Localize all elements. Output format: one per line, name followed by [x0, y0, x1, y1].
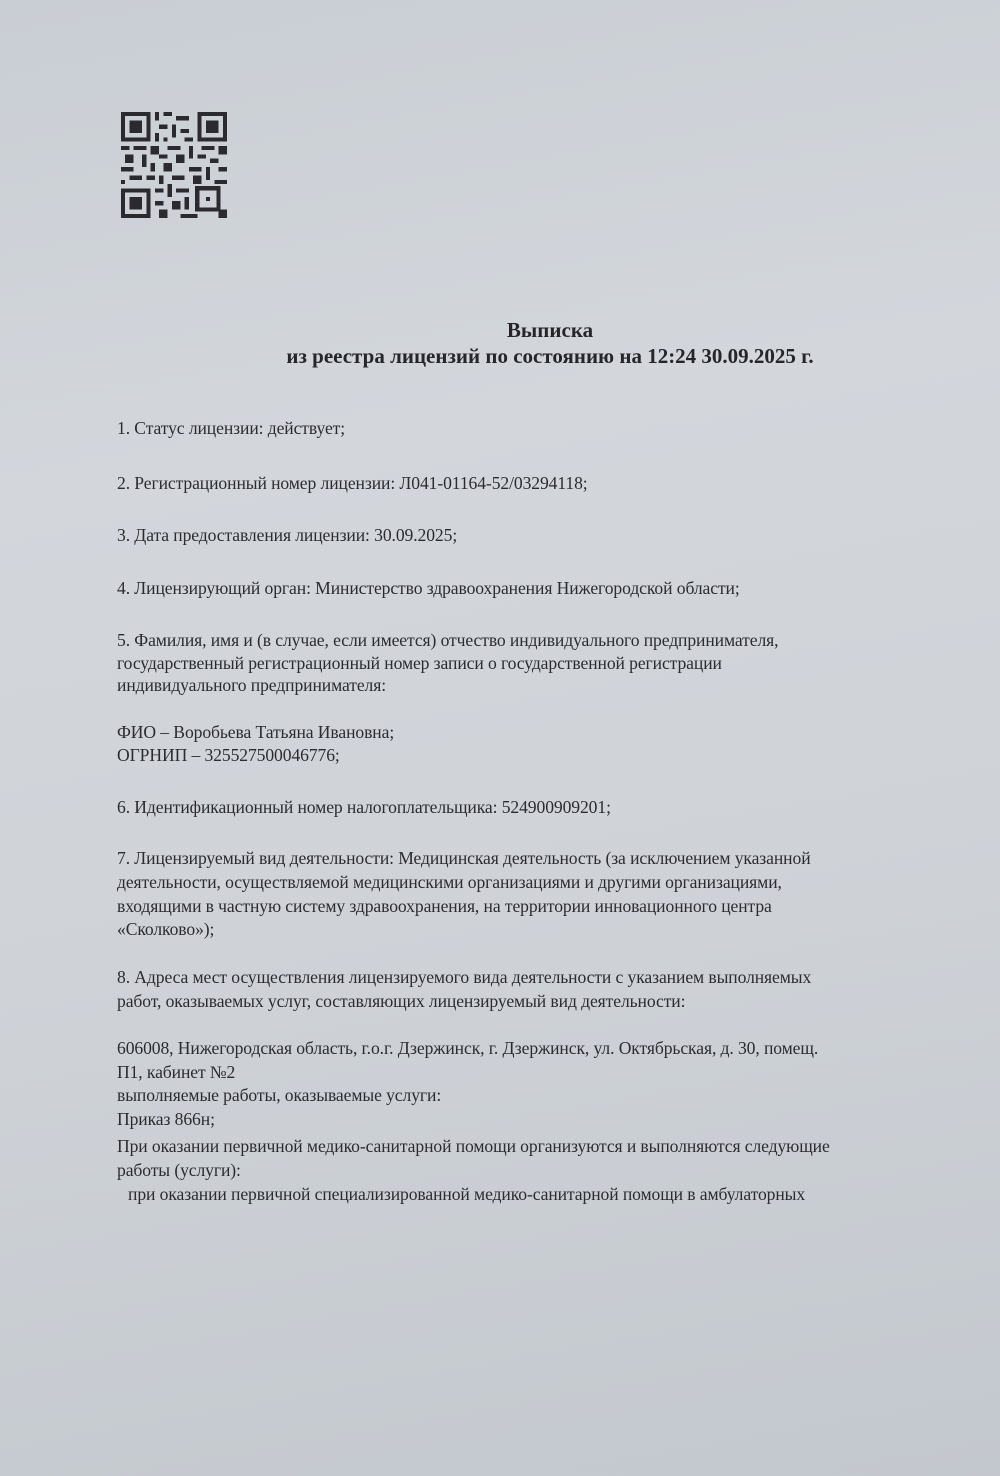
- addresses-heading-line: 8. Адреса мест осуществления лицензируемого вида деятельности с указанием выполняемых: [117, 967, 812, 987]
- holder-heading-line: индивидуального предпринимателя:: [117, 675, 387, 695]
- holder-fio: ФИО – Воробьева Татьяна Ивановна;: [117, 722, 395, 742]
- activity-line: деятельности, осуществляемой медицинскими организациями и другими организациями,: [117, 872, 782, 892]
- primary-care-line: При оказании первичной медико-санитарной помощи организуются и выполняются следующие: [117, 1136, 830, 1156]
- address-line: П1, кабинет №2: [117, 1062, 236, 1082]
- activity-line: «Сколково»);: [117, 919, 215, 939]
- specialized-care-line: при оказании первичной специализированной медико-санитарной помощи в амбулаторных: [128, 1184, 806, 1204]
- activity-line: 7. Лицензируемый вид деятельности: Медицинская деятельность (за исключением указанной: [117, 848, 811, 868]
- document-subtitle: из реестра лицензий по состоянию на 12:24 30.09.2025 г.: [286, 344, 814, 368]
- addresses-heading-line: работ, оказываемых услуг, составляющих лицензируемый вид деятельности:: [117, 991, 686, 1011]
- license-reg-number: 2. Регистрационный номер лицензии: Л041-01164-52/03294118;: [117, 473, 588, 493]
- license-status: 1. Статус лицензии: действует;: [117, 418, 346, 438]
- order-reference: Приказ 866н;: [117, 1109, 215, 1129]
- activity-line: входящими в частную систему здравоохранения, на территории инновационного центра: [117, 896, 772, 916]
- license-date: 3. Дата предоставления лицензии: 30.09.2025;: [117, 525, 458, 545]
- holder-heading-line: государственный регистрационный номер записи о государственной регистрации: [117, 653, 722, 673]
- document-title: Выписка: [506, 318, 594, 342]
- licensing-authority: 4. Лицензирующий орган: Министерство здравоохранения Нижегородской области;: [117, 578, 740, 598]
- works-label: выполняемые работы, оказываемые услуги:: [117, 1085, 442, 1105]
- primary-care-line: работы (услуги):: [117, 1160, 241, 1180]
- qr-code-icon: [121, 111, 227, 219]
- holder-heading-line: 5. Фамилия, имя и (в случае, если имеется) отчество индивидуального предпринимателя,: [117, 630, 779, 650]
- taxpayer-id: 6. Идентификационный номер налогоплательщика: 524900909201;: [117, 797, 611, 817]
- holder-ogrnip: ОГРНИП – 325527500046776;: [117, 745, 340, 765]
- address-line: 606008, Нижегородская область, г.о.г. Дзержинск, г. Дзержинск, ул. Октябрьская, д. 30, помещ.: [117, 1038, 819, 1058]
